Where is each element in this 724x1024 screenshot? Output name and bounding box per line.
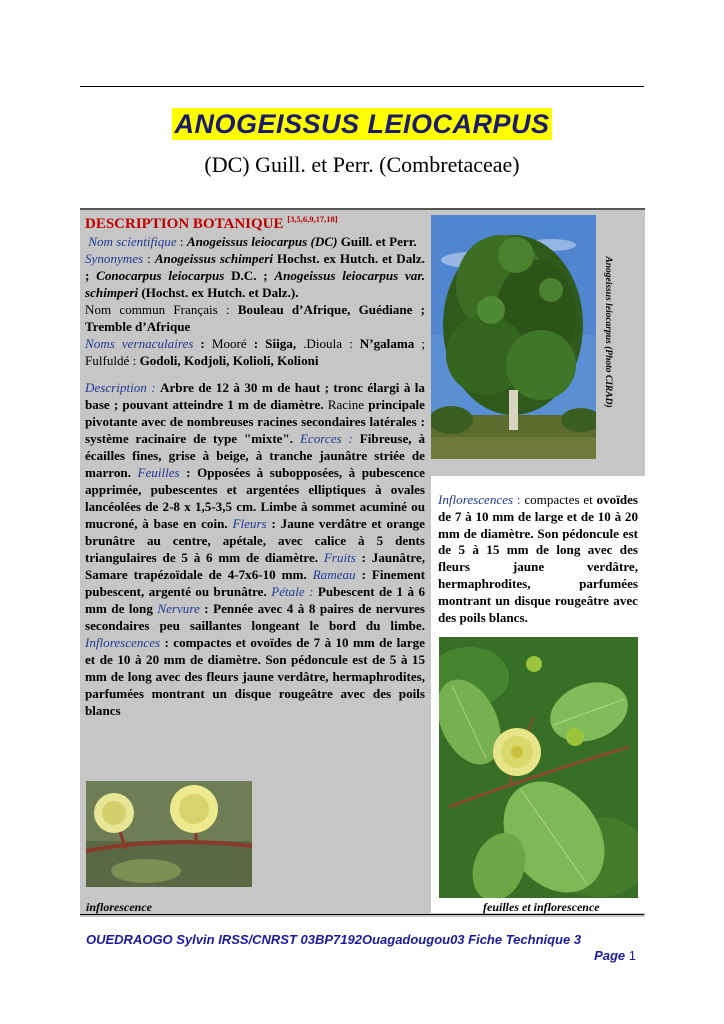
racine-text: principale pivotante avec de nombreuses racines secondaires latérales : système racinaire de type "mixte". xyxy=(85,397,425,446)
tree-photo xyxy=(431,215,596,459)
sci-label: Nom scientifique xyxy=(88,234,177,249)
syn-2: Conocarpus leiocarpus xyxy=(96,268,225,283)
sci-value: Anogeissus leiocarpus (DC) xyxy=(186,234,338,249)
right-infl-text-2: ovoïdes de 7 à 10 mm de large et de 10 à 20 mm de diamètre. Son pédoncule est de 5 à 15 mm de long avec des fleurs jaune verdâtre, hermaphrodites, parfumées montrant un disque rougeâtre avec des poils blancs. xyxy=(438,492,639,625)
syn-3-author: (Hochst. ex Hutch. et Dalz.). xyxy=(141,285,299,300)
nervure-label: Nervure xyxy=(157,601,200,616)
page-number: 1 xyxy=(628,948,636,963)
syn-1-author: Hochst. ex Hutch. et Dalz. ; xyxy=(85,251,426,283)
vern-label: Noms vernaculaires xyxy=(85,336,194,351)
feuilles-label: Feuilles xyxy=(137,465,180,480)
dioula-label: .Dioula xyxy=(303,336,343,351)
right-infl-text-1: compactes et xyxy=(524,492,593,507)
syn-label: Synonymes xyxy=(85,251,144,266)
moore-label: Mooré xyxy=(211,336,247,351)
ecorces-label: Ecorces : xyxy=(299,431,353,446)
dioula-value: N’galama xyxy=(359,336,415,351)
heading-refs: [3,5,6,9,17,18] xyxy=(287,214,338,224)
racine-label: Racine xyxy=(327,397,365,412)
inflorescence-illustration xyxy=(86,781,252,887)
petale-label: Pétale : xyxy=(271,584,314,599)
title-block xyxy=(0,108,724,140)
right-inflorescence-text xyxy=(438,492,638,626)
description-heading xyxy=(85,210,425,233)
fr-label: Nom commun Français xyxy=(85,302,218,317)
right-infl-label: Inflorescences xyxy=(438,492,514,507)
page-label: Page xyxy=(594,948,626,963)
page-subtitle: (DC) Guill. et Perr. (Combretaceae) xyxy=(204,152,520,177)
feuilles-text: Opposées à subopposées, à pubescence apprimée, pubescentes et argentées elliptiques à ovales lancéolées de 2-8 x 1,5-3,5 cm. Limbe à sommet acuminé ou mucroné, à base en coin. xyxy=(85,465,425,531)
fruits-label: Fruits xyxy=(323,550,356,565)
syn-2-author: D.C. ; xyxy=(231,268,268,283)
syn-1: Anogeissus schimperi xyxy=(154,251,274,266)
bottom-rule xyxy=(80,914,644,915)
rameau-text: Finement pubescent, argenté ou brunâtre. xyxy=(85,567,425,599)
d-label: Description : xyxy=(85,380,156,395)
fr-value: Bouleau d’Afrique, Guédiane ; Tremble d’Afrique xyxy=(85,302,426,334)
synonyms: Synonymes : Anogeissus schimperi Hochst. ex Hutch. et Dalz. ; Conocarpus leiocarpus D.C. ; Anogeissus leiocarpus var. schimperi (Hochst. ex Hutch. et Dalz.). xyxy=(85,251,426,300)
d-text: Arbre de 12 à 30 m de haut ; tronc élargi à la base ; pouvant atteindre 1 m de diamètre. xyxy=(85,380,425,412)
sci-author: Guill. et Perr. xyxy=(340,234,417,249)
moore-value: Siiga, xyxy=(265,336,297,351)
fulfulde-label: Fulfuldé xyxy=(85,353,130,368)
rameau-label: Rameau xyxy=(312,567,356,582)
nervure-text: Pennée avec 4 à 8 paires de nervures secondaires peu saillantes longeant le bord du limbe. xyxy=(85,601,426,633)
fleurs-label: Fleurs xyxy=(232,516,267,531)
description-body: Description : Arbre de 12 à 30 m de haut ; tronc élargi à la base ; pouvant atteindre 1 m de diamètre. Racine principale pivotante avec de nombreuses racines secondaires latérales : système racinaire de type "mixte". Ecorces : Fibreuse, à écailles fines, grise à beige, à tranche jaunâtre striée de marron. Feuilles : Opposées à subopposées, à pubescence apprimée, pubescentes et argentées elliptiques à ovales lancéolées de 2-8 x 1,5-3,5 cm. Limbe à sommet acuminé ou mucroné, à base en coin. Fleurs : Jaune verdâtre et orange brunâtre au centre, apétale, avec calice à 5 dents triangulaires de 5 à 6 mm de diamètre. Fruits : Jaunâtre, Samare trapézoïdale de 4-7x6-10 mm. Rameau : Finement pubescent, argenté ou brunâtre. Pétale : Pubescent de 1 à 6 mm de long Nervure : Pennée avec 4 à 8 paires de nervures secondaires peu saillantes longeant le bord du limbe. Inflorescences : compactes et ovoïdes de 7 à 10 mm de large et de 10 à 20 mm de diamètre. Son pédoncule est de 5 à 15 mm de long avec des fleurs jaune verdâtre, hermaphrodites, parfumées montrant un disque rougeâtre avec des poils blancs xyxy=(85,380,426,718)
tree-illustration xyxy=(431,215,596,459)
right-infl-colon: : xyxy=(516,492,521,507)
footer-text: OUEDRAOGO Sylvin IRSS/CNRST 03BP7192Ouagadougou03 Fiche Technique 3 xyxy=(86,932,582,947)
tree-photo-caption: Anogeissus leiocarpus (Photo CIRAD) xyxy=(603,256,613,408)
fulfulde-value: Godoli, Kodjoli, Kolioli, Kolioni xyxy=(139,353,319,368)
heading-text: DESCRIPTION BOTANIQUE xyxy=(85,216,284,232)
vernacular-names: Noms vernaculaires : Mooré : Siiga, .Dioula : N’galama ; Fulfuldé : Godoli, Kodjoli, Kolioli, Kolioni xyxy=(85,336,425,368)
top-rule xyxy=(80,86,644,87)
inflorescence-photo xyxy=(86,781,252,887)
leaves-inflorescence-photo xyxy=(439,637,638,898)
page-title: ANOGEISSUS LEIOCARPUS xyxy=(174,109,550,139)
fruits-text: Jaunâtre, Samare trapézoïdale de 4-7x6-10 mm. xyxy=(85,550,425,582)
footer-page xyxy=(500,947,636,964)
scientific-name: Nom scientifique : Anogeissus leiocarpus (DC) Guill. et Perr. xyxy=(88,234,417,249)
petale-text: Pubescent de 1 à 6 mm de long xyxy=(85,584,425,616)
syn-3: Anogeissus leiocarpus var. schimperi xyxy=(85,268,425,300)
infl-text: compactes et ovoïdes de 7 à 10 mm de large et de 10 à 20 mm de diamètre. Son pédoncule est de 5 à 15 mm de long avec des fleurs jaune verdâtre, hermaphrodites, parfumées montrant un disque rougeâtre avec des poils blancs xyxy=(85,635,425,718)
fleurs-text: Jaune verdâtre et orange brunâtre au centre, apétale, avec calice à 5 dents triangulaires de 5 à 6 mm de diamètre. xyxy=(85,516,425,565)
ecorces-text: Fibreuse, à écailles fines, grise à beige, à tranche jaunâtre striée de marron. xyxy=(85,431,426,480)
french-name: Nom commun Français : Bouleau d’Afrique, Guédiane ; Tremble d’Afrique xyxy=(85,302,426,334)
inflorescence-caption: inflorescence xyxy=(86,900,152,914)
infl-label: Inflorescences xyxy=(85,635,161,650)
leaves-caption: feuilles et inflorescence xyxy=(483,900,600,914)
tree-photo-caption-box xyxy=(600,215,614,459)
botanical-description xyxy=(85,210,425,719)
leaves-illustration xyxy=(439,637,638,898)
